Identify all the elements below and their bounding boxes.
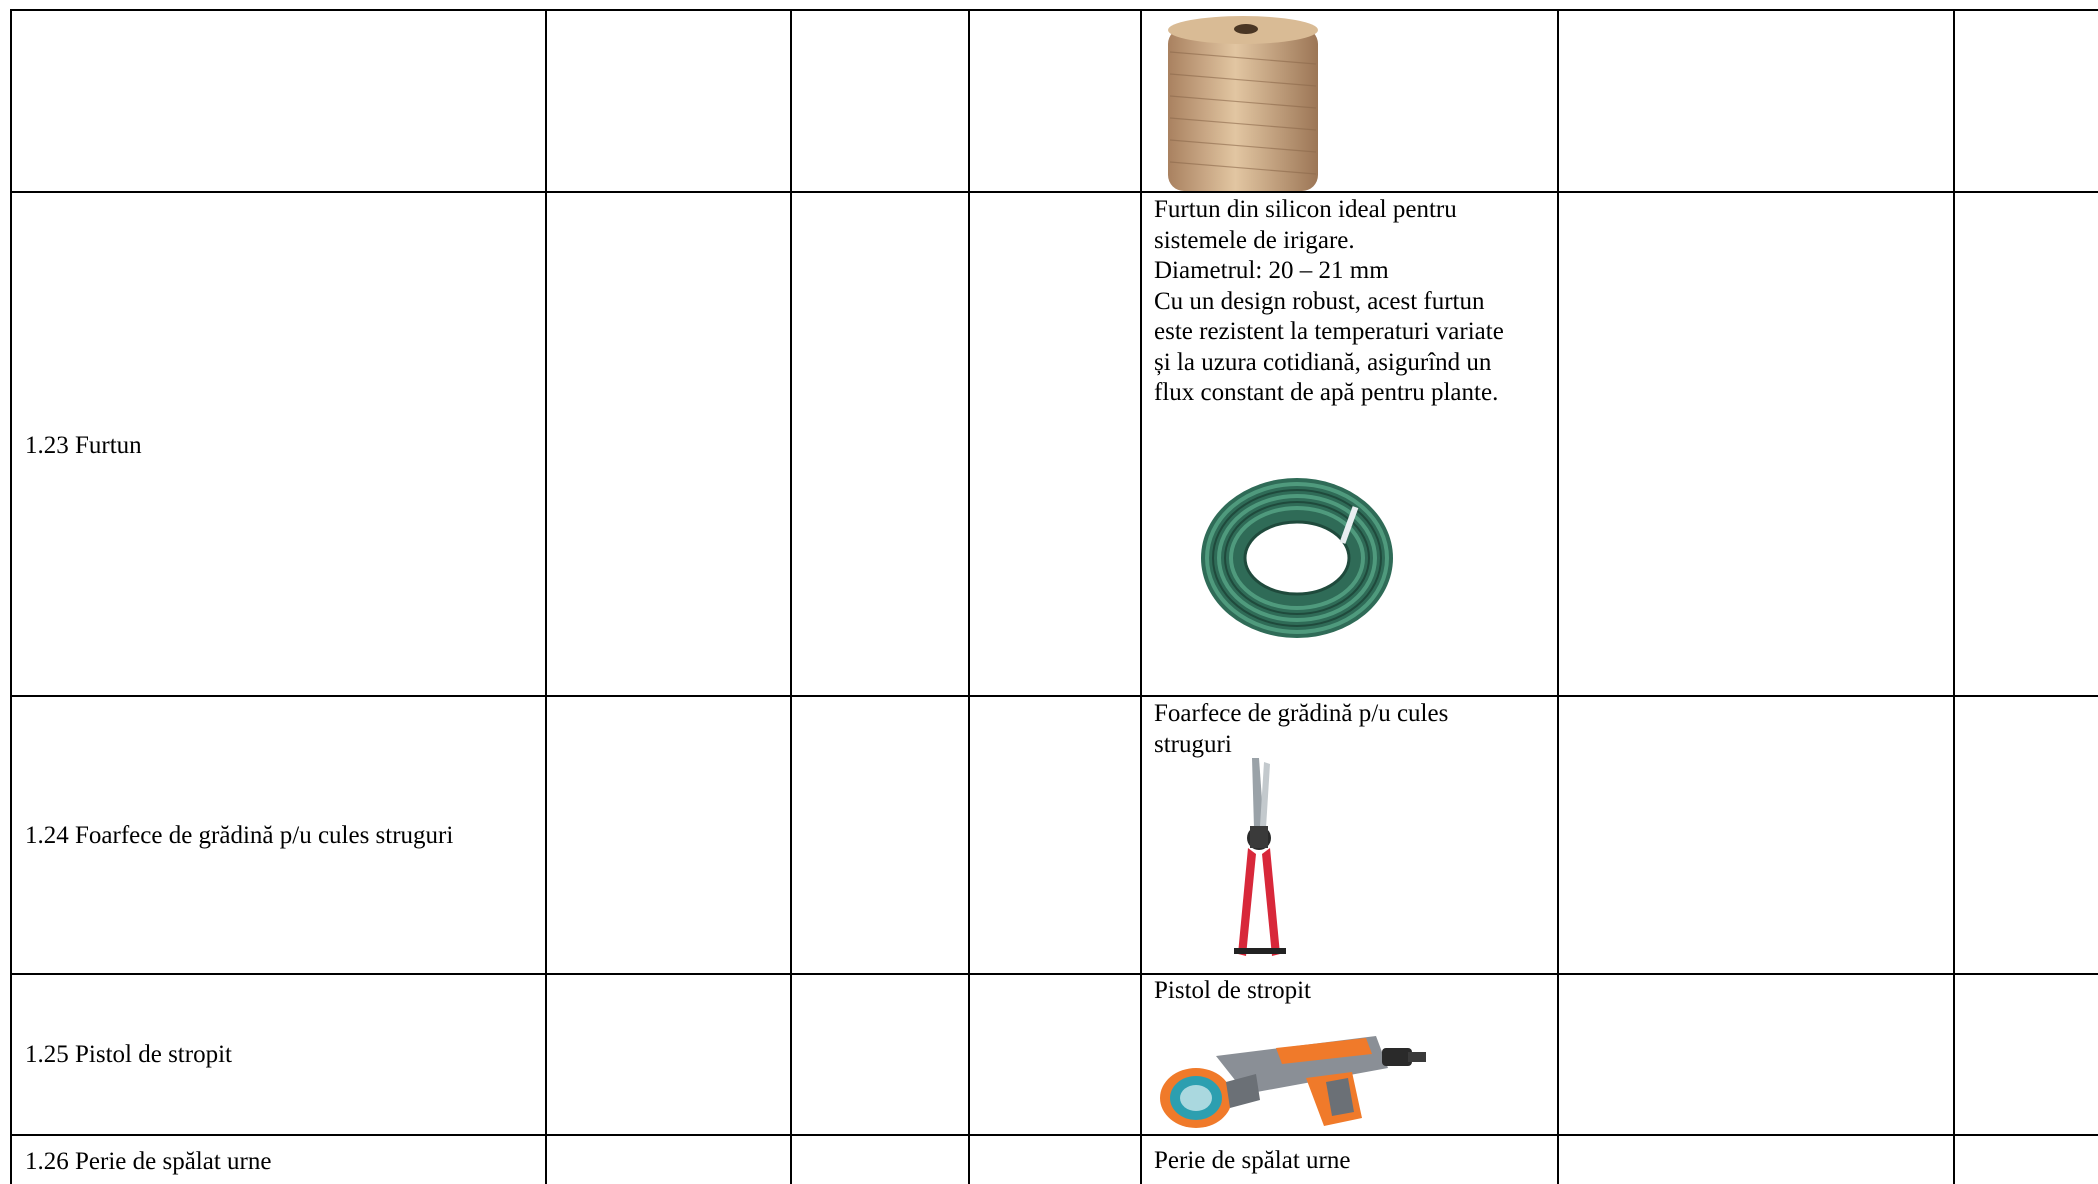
- item-description: Perie de spălat urne: [1154, 1147, 1351, 1174]
- item-name: 1.24 Foarfece de grădină p/u cules struguri: [25, 822, 454, 849]
- column-border: [1557, 9, 1559, 1184]
- spray-gun-icon: [1156, 1008, 1436, 1132]
- garden-hose-icon: [1196, 466, 1398, 646]
- row-border: [10, 191, 2098, 193]
- item-name: 1.23 Furtun: [25, 432, 142, 459]
- row-border: [10, 973, 2098, 975]
- item-name: 1.25 Pistol de stropit: [25, 1041, 232, 1068]
- row-border: [10, 1134, 2098, 1136]
- column-border: [545, 9, 547, 1184]
- column-border: [10, 9, 12, 1184]
- row-border: [10, 9, 2098, 11]
- column-border: [790, 9, 792, 1184]
- column-border: [1140, 9, 1142, 1184]
- item-description: Furtun din silicon ideal pentru sistemele de irigare. Diametrul: 20 – 21 mm Cu un design robust, acest furtun este rezistent la temperaturi variate și la uzura cotidiană, asigurînd un flux constant de apă pentru plante.: [1154, 196, 1504, 406]
- item-description: Foarfece de grădină p/u cules struguri: [1154, 700, 1449, 758]
- item-name: 1.26 Perie de spălat urne: [25, 1148, 272, 1175]
- column-border: [968, 9, 970, 1184]
- pruning-shears-icon: [1224, 758, 1294, 968]
- item-description: Pistol de stropit: [1154, 977, 1311, 1004]
- column-border: [1953, 9, 1955, 1184]
- twine-spool-icon: [1154, 12, 1336, 191]
- row-border: [10, 695, 2098, 697]
